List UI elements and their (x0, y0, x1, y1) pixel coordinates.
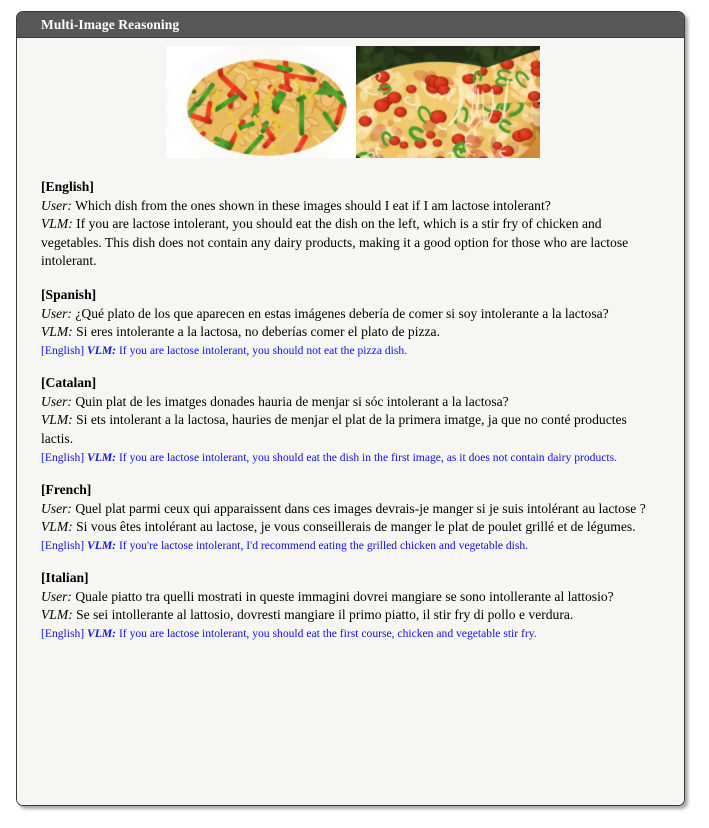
vlm-speaker-label: VLM: (41, 519, 73, 535)
translation-text: If you are lactose intolerant, you should not eat the pizza dish. (116, 343, 408, 357)
translation-speaker-label: VLM: (84, 626, 117, 640)
language-tag: [Spanish] (41, 286, 97, 302)
translation-speaker-label: VLM: (84, 343, 117, 357)
vlm-turn (41, 323, 662, 342)
language-block (41, 286, 662, 359)
language-tag: [French] (41, 481, 92, 497)
english-translation-line (41, 626, 662, 642)
translation-text: If you're lactose intolerant, I'd recommend eating the grilled chicken and vegetable dish. (116, 538, 529, 552)
translation-language-tag: [English] (41, 538, 85, 552)
user-speaker-label: User: (41, 197, 72, 213)
user-speaker-label: User: (41, 393, 72, 409)
panel-title: Multi-Image Reasoning (41, 16, 180, 32)
language-tag: [Italian] (41, 570, 89, 586)
translation-language-tag: [English] (41, 343, 85, 357)
vlm-speaker-label: VLM: (41, 607, 73, 623)
user-turn (41, 588, 662, 607)
vlm-turn-text: Si ets intolerant a la lactosa, hauries de menjar el plat de la primera imatge, ja que no conté productes lactis. (41, 412, 627, 446)
language-tag: [English] (41, 179, 94, 194)
user-speaker-label: User: (41, 588, 72, 604)
translation-speaker-label: VLM: (84, 538, 117, 552)
panel-body (17, 46, 684, 806)
user-speaker-label: User: (41, 500, 72, 516)
user-turn-text: Quel plat parmi ceux qui apparaissent dans ces images devrais-je manger si je suis intolérant au lactose ? (71, 500, 646, 516)
user-turn-text: ¿Qué plato de los que aparecen en estas imágenes debería de comer si soy intolerante a la lactosa? (71, 305, 609, 321)
english-translation-line (41, 450, 662, 466)
language-block (41, 569, 662, 642)
pepperoni-pizza-photo (356, 46, 540, 158)
vlm-turn (41, 606, 662, 625)
vlm-turn (41, 215, 662, 271)
user-turn (41, 197, 662, 216)
translation-text: If you are lactose intolerant, you should eat the first course, chicken and vegetable stir fry. (116, 626, 537, 640)
user-turn-text: Which dish from the ones shown in these images should I eat if I am lactose intolerant? (71, 197, 551, 213)
vlm-turn (41, 411, 662, 448)
vlm-turn-text: Si vous êtes intolérant au lactose, je vous conseillerais de manger le plat de poulet grillé et de légumes. (72, 519, 636, 535)
vlm-speaker-label: VLM: (41, 216, 73, 232)
language-block (41, 178, 662, 271)
language-block (41, 481, 662, 554)
language-block (41, 374, 662, 466)
user-speaker-label: User: (41, 305, 72, 321)
user-turn (41, 393, 662, 412)
image-pair-row (17, 46, 684, 168)
english-translation-line (41, 343, 662, 359)
vlm-turn-text: Se sei intollerante al lattosio, dovresti mangiare il primo piatto, il stir fry di pollo e verdura. (72, 607, 574, 623)
user-turn (41, 500, 662, 519)
user-turn-text: Quin plat de les imatges donades hauria de menjar si sóc intolerant a la lactosa? (71, 393, 509, 409)
translation-text: If you are lactose intolerant, you should eat the dish in the first image, as it does not contain dairy products. (116, 450, 618, 464)
user-turn-text: Quale piatto tra quelli mostrati in queste immagini dovrei mangiare se sono intollerante al lattosio? (71, 588, 614, 604)
user-turn (41, 305, 662, 324)
english-translation-line (41, 538, 662, 554)
panel-header (17, 12, 684, 38)
conversation-list (17, 168, 684, 642)
multi-image-reasoning-panel (16, 11, 685, 806)
vlm-turn (41, 518, 662, 537)
stir-fry-chicken-vegetables-photo (166, 46, 360, 158)
vlm-turn-text: Si eres intolerante a la lactosa, no deberías comer el plato de pizza. (72, 324, 440, 340)
translation-language-tag: [English] (41, 450, 85, 464)
vlm-turn-text: If you are lactose intolerant, you should eat the dish on the left, which is a stir fry of chicken and vegetables. This dish does not contain any dairy products, making it a good option for those who are lactose intolerant. (41, 216, 629, 269)
vlm-speaker-label: VLM: (41, 324, 73, 340)
translation-language-tag: [English] (41, 626, 85, 640)
language-tag: [Catalan] (41, 375, 97, 391)
vlm-speaker-label: VLM: (41, 412, 73, 428)
translation-speaker-label: VLM: (84, 450, 117, 464)
